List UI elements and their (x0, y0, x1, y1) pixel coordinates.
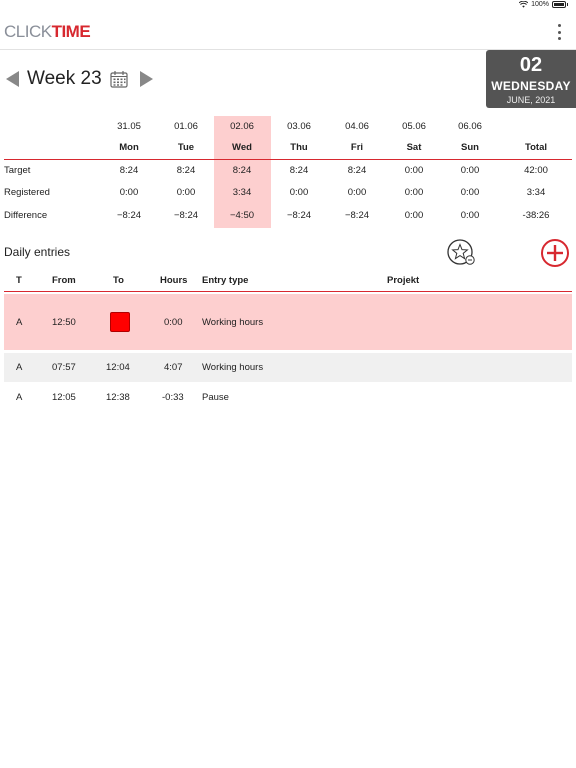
status-indicators (519, 1, 568, 8)
week-label: Week 23 (27, 68, 102, 89)
entry-kind: Working hours (202, 317, 264, 328)
summary-row-difference-cell: -38:26 (522, 210, 550, 221)
date-day: 02 (519, 54, 543, 76)
day-names-row-cell: Sat (406, 142, 422, 153)
dates-row-cell: 06.06 (458, 121, 482, 132)
arrow-right-icon[interactable] (140, 71, 153, 87)
entry-kind: Working hours (202, 362, 264, 373)
logo-part-time: TIME (51, 22, 91, 41)
entry-type-code: A (16, 317, 23, 328)
calendar-icon[interactable] (110, 70, 128, 88)
summary-row-registered-cell: 0:00 (289, 187, 309, 198)
summary-row-target-cell: 8:24 (119, 165, 139, 176)
summary-row-registered-cell: 3:34 (526, 187, 546, 198)
selected-date-card[interactable] (486, 50, 576, 108)
summary-row-target (0, 160, 576, 182)
summary-row-target-cell: 8:24 (176, 165, 196, 176)
entry-from: 07:57 (52, 362, 76, 373)
day-names-row-cell: Total (525, 142, 547, 153)
wifi-icon (519, 1, 528, 8)
day-names-row-cell: Mon (119, 142, 139, 153)
entry-hours: 4:07 (164, 362, 183, 373)
logo-part-click: CLICK (4, 22, 52, 41)
summary-row-registered-cell: 0:00 (347, 187, 367, 198)
summary-row-difference-cell: −4:50 (229, 210, 255, 221)
summary-row-registered-cell: 0:00 (176, 187, 196, 198)
summary-row-difference (0, 205, 576, 227)
day-names-row-cell: Tue (177, 142, 195, 153)
column-from: From (52, 275, 76, 286)
summary-row-difference-cell: 0:00 (460, 210, 480, 221)
summary-divider (4, 159, 572, 160)
row-label: Target (4, 165, 31, 176)
entry-hours: 0:00 (164, 317, 183, 328)
column-hours: Hours (160, 275, 188, 286)
summary-row-target-cell: 42:00 (524, 165, 548, 176)
add-circle-icon[interactable] (540, 238, 570, 268)
summary-row-difference-cell: −8:24 (286, 210, 312, 221)
summary-row-registered (0, 182, 576, 204)
day-names-row-cell: Wed (232, 142, 252, 153)
entry-from: 12:50 (52, 317, 76, 328)
favorite-star-icon[interactable] (447, 239, 477, 267)
summary-row-target-cell: 8:24 (347, 165, 367, 176)
dates-row-cell: 03.06 (287, 121, 311, 132)
entry-row[interactable] (4, 294, 572, 350)
summary-row-target-cell: 8:24 (232, 165, 252, 176)
column-type: T (16, 275, 22, 286)
column-project: Projekt (387, 275, 420, 286)
battery-percent: 100% (531, 1, 549, 8)
entry-type-code: A (16, 362, 23, 373)
arrow-left-icon[interactable] (6, 71, 19, 87)
entries-divider (4, 291, 572, 292)
entry-row[interactable] (4, 353, 572, 382)
day-names-row-cell: Fri (350, 142, 364, 153)
week-navigation (6, 66, 153, 92)
app-header (0, 12, 576, 50)
entries-header (0, 272, 576, 290)
summary-row-target-cell: 8:24 (289, 165, 309, 176)
summary-row-target-cell: 0:00 (404, 165, 424, 176)
day-names-row (0, 137, 576, 159)
entry-row[interactable] (4, 383, 572, 412)
summary-row-registered-cell: 0:00 (119, 187, 139, 198)
dates-row (0, 116, 576, 138)
status-bar (0, 0, 576, 12)
summary-row-difference-cell: 0:00 (404, 210, 424, 221)
daily-entries-title: Daily entries (4, 245, 71, 259)
summary-row-registered-cell: 0:00 (460, 187, 480, 198)
entry-hours: -0:33 (162, 392, 184, 403)
entry-to: 12:04 (106, 362, 130, 373)
dates-row-cell: 04.06 (345, 121, 369, 132)
entry-from: 12:05 (52, 392, 76, 403)
dates-row-cell: 01.06 (174, 121, 198, 132)
column-entry-type: Entry type (202, 275, 249, 286)
summary-row-difference-cell: −8:24 (344, 210, 370, 221)
day-names-row-cell: Thu (290, 142, 308, 153)
app-logo (4, 22, 90, 42)
dates-row-cell: 31.05 (117, 121, 141, 132)
day-names-row-cell: Sun (461, 142, 479, 153)
summary-row-difference-cell: −8:24 (116, 210, 142, 221)
entry-to: 12:38 (106, 392, 130, 403)
dates-row-cell (508, 116, 564, 138)
row-label: Registered (4, 187, 50, 198)
dates-row-cell: 02.06 (230, 121, 254, 132)
summary-row-target-cell: 0:00 (460, 165, 480, 176)
summary-row-difference-cell: −8:24 (173, 210, 199, 221)
dates-row-cell: 05.06 (402, 121, 426, 132)
column-to: To (113, 275, 124, 286)
entry-kind: Pause (202, 392, 229, 403)
summary-row-registered-cell: 3:34 (232, 187, 252, 198)
date-weekday: WEDNESDAY (491, 79, 571, 93)
row-label: Difference (4, 210, 48, 221)
more-vertical-icon[interactable] (555, 24, 563, 40)
summary-row-registered-cell: 0:00 (404, 187, 424, 198)
battery-icon (552, 1, 566, 8)
running-timer-indicator[interactable] (110, 312, 130, 332)
entry-type-code: A (16, 392, 23, 403)
date-month-year: JUNE, 2021 (506, 95, 556, 105)
